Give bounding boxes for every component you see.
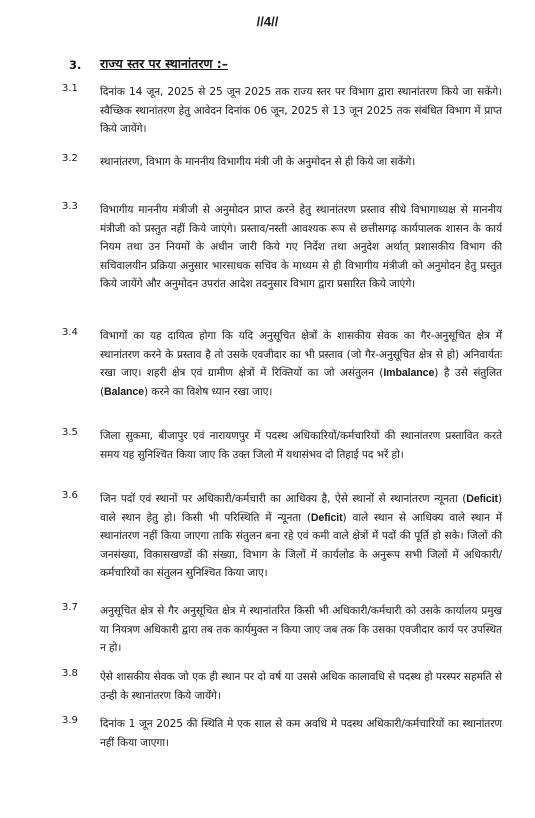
emphasized-term: Deficit — [466, 493, 498, 505]
paragraph-text: जिला सुकमा, बीजापुर एवं नारायणपुर में पदस्थ अधिकारियों/कर्मचारियों की स्थानांतरण प्रस्तावित करते समय यह सुनिश्चित किया जाए कि उक्त जिलो में यथासंभव दो तिहाई पद भरें हो। — [100, 430, 502, 461]
paragraph-number: 3.4 — [62, 327, 78, 338]
paragraph-text: स्थानांतरण, विभाग के माननीय विभागीय मंत्री जी के अनुमोदन से ही किये जा सकेंगे। — [100, 156, 416, 168]
paragraph-number: 3.8 — [62, 668, 78, 679]
emphasized-term: Balance — [104, 385, 144, 398]
paragraph-number: 3.3 — [62, 201, 78, 212]
paragraph-text: विभागों का यह दायित्व होगा कि यदि अनुसूचित क्षेत्रों के शासकीय सेवक का गैर-अनुसूचित क्षेत्र में स्थानांतरण करने के प्रस्ताव है तो उसके एवजीदार का भी प्रस्ताव (जो गैर-अनुसूचित क्षेत्र से हो) अनिवार्यतः रखा जाए। शहरी क्षेत्र एवं ग्रामीण क्षेत्रों में रिक्तियों का जो असंतुलन (Imbalance) है उसे संतुलित (Balance) करने का विशेष ध्यान रखा जाए। — [100, 330, 502, 398]
emphasized-term: Deficit — [310, 511, 343, 524]
paragraph-text: दिनांक 14 जून, 2025 से 25 जून 2025 तक राज्य स्तर पर विभाग द्वारा स्थानांतरण किये जा सकेंगे। स्वैच्छिक स्थानांतरण हेतु आवेदन दिनांक 06 जून, 2025 से 13 जून 2025 तक संबंधित विभाग में प्राप्त किये जायेंगे। — [100, 86, 502, 136]
paragraph-number: 3.9 — [62, 715, 78, 726]
paragraph-text: ऐसे शासकीय सेवक जो एक ही स्थान पर दो वर्ष या उससे अधिक कालावधि से पदस्थ हो परस्पर सहमति से उन्ही के स्थानांतरण किये जायेंगे। — [100, 671, 502, 702]
section-number: 3. — [69, 58, 82, 72]
paragraph-text: जिन पदों एवं स्थानों पर अधिकारी/कर्मचारी का आधिक्य है, ऐसे स्थानों से स्थानांतरण न्यूनता (Deficit) वाले स्थान हेतु हो। किसी भी परिस्थिति में न्यूनता (Deficit) वाले स्थान से आधिक्य वाले स्थान में स्थानांतरण नहीं किया जाएगा ताकि संतुलन बना रहे एवं कमी वाले क्षेत्रों में पदों की पूर्ति हो सके। जिलों की जनसंख्या, विकासखण्डों की संख्या, विभाग के जिलों में कार्यलोड के अनुरूप सभी जिलों में अधिकारी/कर्मचारियों का संतुलन सुनिश्चित किया जाए। — [100, 493, 502, 580]
paragraph-text: विभागीय माननीय मंत्रीजी से अनुमोदन प्राप्त करने हेतु स्थानांतरण प्रस्ताव सीधे विभागाध्यक्ष से माननीय मंत्रीजी को प्रस्तुत नहीं किये जाएंगे। प्रस्ताव/नस्ती आवश्यक रूप से छत्तीसगढ़ कार्यपालक शासन के कार्य नियम तथा उन नियमों के अधीन जारी किये गए निर्देश तथा अनुदेश अर्थात् प्रशासकीय विभाग की सचिवालयीन प्रक्रिया अनुसार भारसाधक सचिव के माध्यम से ही विभागीय मंत्रीजी को अनुमोदन हेतु प्रस्तुत किये जायेंगे और अनुमोदन उपरांत आदेश तदनुसार विभाग द्वारा प्रसारित किये जाएंगे। — [100, 204, 502, 291]
paragraph-text: अनुसूचित क्षेत्र से गैर अनुसूचित क्षेत्र मे स्थानांतरित किसी भी अधिकारी/कर्मचारी को उसके कार्यालय प्रमुख या नियत्रण अधिकारी द्वारा तब तक कार्यमुक्त न किया जाए जब तक कि उसका एवजीदार कार्य पर उपस्थित न हो। — [100, 605, 502, 655]
paragraph-number: 3.6 — [62, 490, 78, 501]
paragraph-number: 3.1 — [62, 83, 78, 94]
paragraph-number: 3.5 — [62, 427, 78, 438]
emphasized-term: Imbalance — [383, 367, 435, 380]
paragraph-number: 3.7 — [62, 602, 78, 613]
paragraph-number: 3.2 — [62, 153, 78, 164]
section-title: राज्य स्तर पर स्थानांतरण :– — [100, 56, 229, 71]
page-number: //4// — [256, 14, 279, 29]
paragraph-text: दिनांक 1 जून 2025 की स्थिति मे एक साल से कम अवधि मे पदस्थ अधिकारी/कर्मचारियों का स्थानांतरण नहीं किया जाएगा। — [100, 718, 502, 749]
